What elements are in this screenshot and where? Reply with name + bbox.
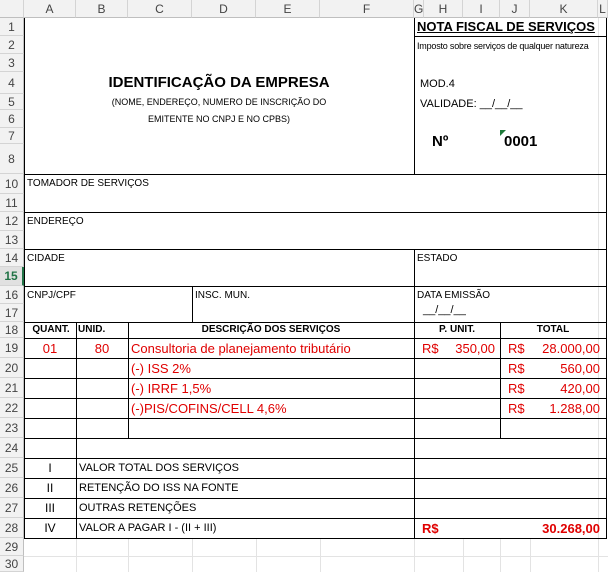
row-header-15[interactable]: 15 [0, 267, 24, 286]
model-label: MOD.4 [420, 78, 455, 90]
header-unid: UNID. [78, 324, 106, 335]
row-header-26[interactable]: 26 [0, 478, 24, 498]
border [128, 322, 129, 438]
data-emissao-value: __/__/__ [423, 304, 466, 316]
border [24, 174, 607, 175]
row-header-18[interactable]: 18 [0, 322, 24, 338]
row-header-29[interactable]: 29 [0, 538, 24, 556]
column-header-f[interactable]: F [320, 0, 414, 18]
gridline [192, 538, 193, 572]
header-quant: QUANT. [32, 324, 70, 335]
border [414, 18, 415, 174]
item-punit: 350,00 [455, 341, 495, 356]
insc-mun-label: INSC. MUN. [195, 290, 250, 301]
border [192, 286, 193, 322]
company-desc-line1: (NOME, ENDEREÇO, NUMERO DE INSCRIÇÃO DO [111, 97, 327, 107]
column-header-h[interactable]: H [424, 0, 463, 18]
gridline [500, 538, 501, 572]
row-header-24[interactable]: 24 [0, 438, 24, 458]
border [24, 518, 607, 519]
deduction-irrf-value: 420,00 [560, 381, 600, 396]
row-header-12[interactable]: 12 [0, 212, 24, 231]
column-header-d[interactable]: D [192, 0, 256, 18]
column-header-j[interactable]: J [500, 0, 530, 18]
gridline [463, 538, 464, 572]
row-header-17[interactable]: 17 [0, 304, 24, 322]
item-quant: 01 [42, 341, 58, 356]
invoice-title: NOTA FISCAL DE SERVIÇOS [417, 19, 595, 34]
deduction-pis-currency: R$ [508, 401, 525, 416]
border [24, 378, 607, 379]
endereco-label: ENDEREÇO [27, 216, 84, 227]
border [414, 249, 415, 286]
border [24, 18, 25, 538]
estado-label: ESTADO [417, 253, 458, 264]
border [24, 498, 607, 499]
deduction-iss-value: 560,00 [560, 361, 600, 376]
company-desc-line2: EMITENTE NO CNPJ E NO CPBS) [147, 114, 290, 124]
gridline [128, 538, 129, 572]
deduction-pis-desc: (-)PIS/COFINS/CELL 4,6% [131, 401, 287, 416]
item-desc: Consultoria de planejamento tributário [131, 341, 351, 356]
column-header-a[interactable]: A [24, 0, 76, 18]
number-label: Nº [432, 133, 449, 150]
select-all-corner[interactable] [0, 0, 24, 18]
border [24, 438, 607, 439]
row-header-2[interactable]: 2 [0, 36, 24, 54]
cnpj-label: CNPJ/CPF [27, 290, 76, 301]
gridline [256, 538, 257, 572]
item-total: 28.000,00 [542, 341, 600, 356]
border [24, 286, 607, 287]
header-descricao: DESCRIÇÃO DOS SERVIÇOS [201, 324, 341, 335]
row-header-5[interactable]: 5 [0, 94, 24, 110]
summary-label-2: RETENÇÃO DO ISS NA FONTE [79, 482, 239, 494]
row-header-13[interactable]: 13 [0, 231, 24, 249]
row-header-11[interactable]: 11 [0, 194, 24, 212]
row-header-7[interactable]: 7 [0, 128, 24, 144]
row-header-14[interactable]: 14 [0, 249, 24, 267]
row-header-3[interactable]: 3 [0, 54, 24, 72]
summary-label-3: OUTRAS RETENÇÕES [79, 502, 197, 514]
column-header-g[interactable]: G [414, 2, 424, 16]
grand-total-currency: R$ [422, 521, 439, 536]
row-header-27[interactable]: 27 [0, 498, 24, 518]
validity-label: VALIDADE: __/__/__ [420, 98, 523, 110]
row-header-21[interactable]: 21 [0, 378, 24, 398]
deduction-irrf-currency: R$ [508, 381, 525, 396]
gridline [320, 538, 321, 572]
row-header-20[interactable]: 20 [0, 358, 24, 378]
cidade-label: CIDADE [27, 253, 65, 264]
item-punit-currency: R$ [422, 341, 439, 356]
border [414, 322, 415, 538]
grand-total-value: 30.268,00 [542, 521, 600, 536]
row-header-10[interactable]: 10 [0, 174, 24, 194]
border [24, 458, 607, 459]
item-unid: 80 [94, 341, 110, 356]
column-header-e[interactable]: E [256, 0, 320, 18]
row-header-19[interactable]: 19 [0, 338, 24, 358]
row-header-4[interactable]: 4 [0, 72, 24, 94]
row-header-6[interactable]: 6 [0, 110, 24, 128]
summary-roman-1: I [48, 461, 52, 475]
border [24, 538, 607, 539]
invoice-number: 0001 [504, 133, 538, 150]
border [24, 338, 607, 339]
row-header-25[interactable]: 25 [0, 458, 24, 478]
row-header-28[interactable]: 28 [0, 518, 24, 538]
border [24, 358, 607, 359]
header-total: TOTAL [536, 324, 570, 335]
gridline [76, 538, 77, 572]
deduction-pis-value: 1.288,00 [549, 401, 600, 416]
column-header-i[interactable]: I [463, 0, 500, 18]
invoice-subtitle: Imposto sobre serviços de qualquer natureza [417, 41, 589, 51]
row-header-16[interactable]: 16 [0, 286, 24, 304]
company-title: IDENTIFICAÇÃO DA EMPRESA [108, 74, 330, 91]
summary-roman-2: II [46, 481, 54, 495]
border [24, 212, 607, 213]
row-header-30[interactable]: 30 [0, 556, 24, 572]
gridline [598, 18, 599, 572]
tomador-label: TOMADOR DE SERVIÇOS [27, 178, 149, 189]
border [414, 286, 415, 322]
column-header-b[interactable]: B [76, 0, 128, 18]
border [500, 322, 501, 438]
column-header-c[interactable]: C [128, 0, 192, 18]
column-header-l[interactable]: L [598, 0, 608, 18]
item-total-currency: R$ [508, 341, 525, 356]
row-header-22[interactable]: 22 [0, 398, 24, 418]
border [24, 418, 607, 419]
deduction-iss-currency: R$ [508, 361, 525, 376]
deduction-irrf-desc: (-) IRRF 1,5% [131, 381, 212, 396]
border [24, 398, 607, 399]
deduction-iss-desc: (-) ISS 2% [131, 361, 191, 376]
summary-label-1: VALOR TOTAL DOS SERVIÇOS [79, 462, 239, 474]
summary-label-4: VALOR A PAGAR I - (II + III) [79, 522, 217, 534]
border [24, 478, 607, 479]
border [24, 322, 607, 323]
row-header-1[interactable]: 1 [0, 18, 24, 36]
border [606, 18, 607, 538]
border [414, 36, 607, 37]
gridline [414, 538, 415, 572]
data-emissao-label: DATA EMISSÃO [417, 290, 490, 301]
header-punit: P. UNIT. [439, 324, 475, 335]
summary-roman-4: IV [44, 521, 56, 535]
column-header-k[interactable]: K [530, 0, 598, 18]
gridline [24, 556, 608, 557]
gridline [530, 538, 531, 572]
border [24, 249, 607, 250]
row-header-23[interactable]: 23 [0, 418, 24, 438]
row-header-8[interactable]: 8 [0, 144, 24, 174]
summary-roman-3: III [44, 501, 55, 515]
